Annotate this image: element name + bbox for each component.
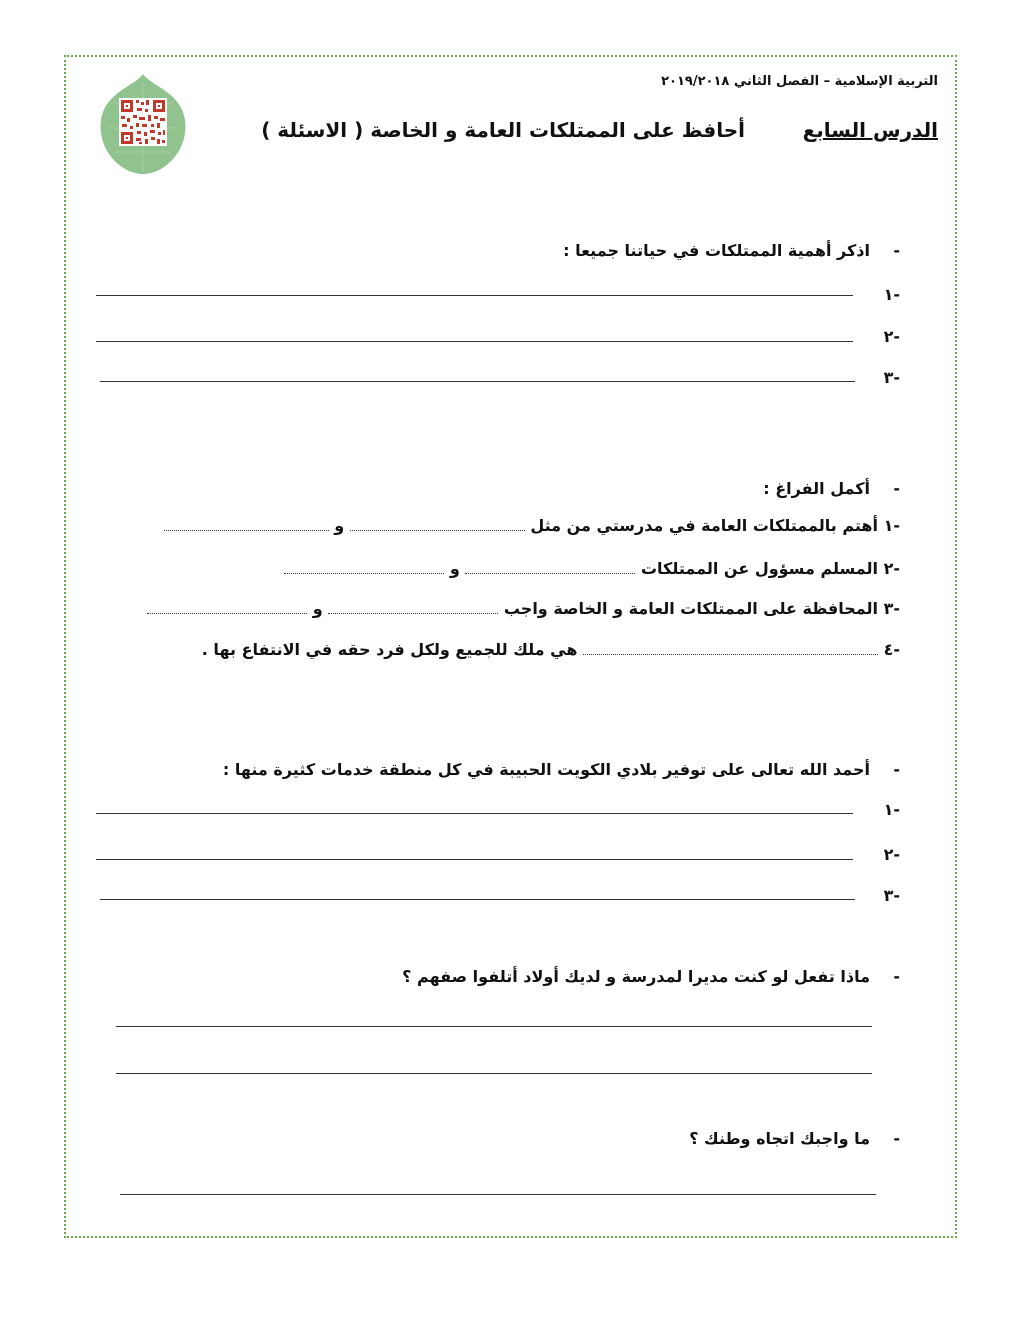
q2-item-2-blank-a[interactable] <box>465 561 635 574</box>
q2-item-1-blank-b[interactable] <box>164 518 329 531</box>
q1-answer-line-3[interactable] <box>100 381 855 382</box>
q2-item-3 <box>147 599 900 618</box>
q2-item-1-conj: و <box>334 516 345 535</box>
q2-item-3-blank-b[interactable] <box>147 601 307 614</box>
q3-answer-line-2[interactable] <box>96 859 853 860</box>
q4-answer-line-1[interactable] <box>116 1026 872 1027</box>
q2-item-3-blank-a[interactable] <box>328 601 498 614</box>
q1-answer-line-1[interactable] <box>96 295 853 296</box>
q4-prompt: ماذا تفعل لو كنت مديرا لمدرسة و لديك أولاد أتلفوا صفهم ؟ <box>402 967 870 986</box>
q2-prompt: أكمل الفراغ : <box>763 479 870 498</box>
q3-answer-line-1[interactable] <box>96 813 853 814</box>
q1-num-1: -١ <box>883 285 900 304</box>
q2-item-2-text: المسلم مسؤول عن الممتلكات <box>640 559 879 578</box>
q2-item-1 <box>164 516 900 535</box>
q5-bullet: - <box>893 1129 900 1148</box>
q1-answer-line-2[interactable] <box>96 341 853 342</box>
q2-item-4-text: هي ملك للجميع ولكل فرد حقه في الانتفاع بها . <box>201 640 578 659</box>
q5-prompt: ما واجبك اتجاه وطنك ؟ <box>689 1129 870 1148</box>
q3-num-1: -١ <box>883 800 900 819</box>
q4-bullet: - <box>893 967 900 986</box>
q2-item-2-conj: و <box>449 559 460 578</box>
q1-num-2: -٢ <box>883 327 900 346</box>
q2-item-2-blank-b[interactable] <box>284 561 444 574</box>
q2-item-3-num: -٣ <box>883 599 900 618</box>
q1-num-3: -٣ <box>883 368 900 387</box>
q3-prompt: أحمد الله تعالى على توفير بلادي الكويت الحبيبة في كل منطقة خدمات كثيرة منها : <box>222 760 870 779</box>
lesson-label: الدرس السابع <box>802 118 938 142</box>
q1-prompt: اذكر أهمية الممتلكات في حياتنا جميعا : <box>563 241 870 260</box>
q2-item-3-text: المحافظة على الممتلكات العامة و الخاصة واجب <box>503 599 879 618</box>
q3-num-3: -٣ <box>883 886 900 905</box>
q2-item-2 <box>284 559 900 578</box>
q2-item-1-text: أهتم بالممتلكات العامة في مدرستي من مثل <box>530 516 879 535</box>
q2-item-4 <box>202 640 900 659</box>
q1-bullet: - <box>893 241 900 260</box>
q2-item-1-num: -١ <box>883 516 900 535</box>
q2-bullet: - <box>893 479 900 498</box>
q4-answer-line-2[interactable] <box>116 1073 872 1074</box>
q2-item-1-blank-a[interactable] <box>350 518 525 531</box>
q3-num-2: -٢ <box>883 845 900 864</box>
q3-bullet: - <box>893 760 900 779</box>
q2-item-2-num: -٢ <box>883 559 900 578</box>
q2-item-3-conj: و <box>312 599 323 618</box>
q2-item-4-num: -٤ <box>883 640 900 659</box>
q3-answer-line-3[interactable] <box>100 899 855 900</box>
page-title: أحافظ على الممتلكات العامة و الخاصة ( الاسئلة ) <box>261 118 745 142</box>
q2-item-4-blank[interactable] <box>583 642 878 655</box>
q5-answer-line-1[interactable] <box>120 1194 876 1195</box>
leaf-qr-logo <box>93 72 193 177</box>
course-header: التربية الإسلامية – الفصل الثاني ٢٠١٩/٢٠١٨ <box>661 74 938 89</box>
